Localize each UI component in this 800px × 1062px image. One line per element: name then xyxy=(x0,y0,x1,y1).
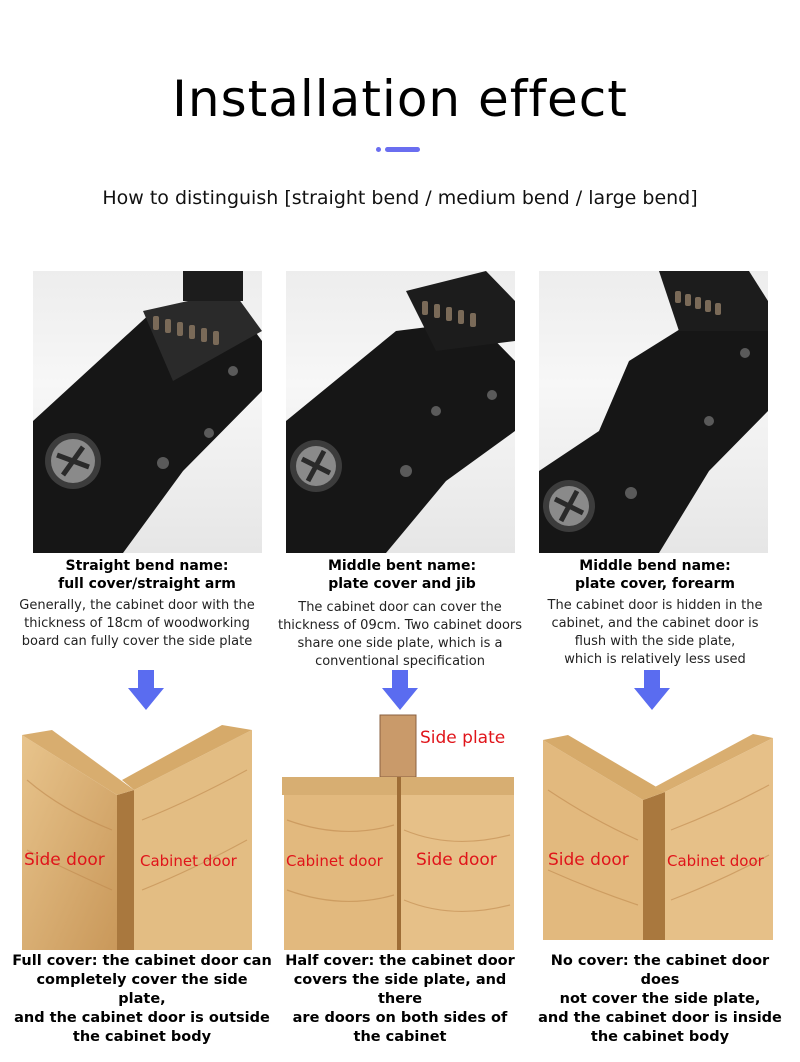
bottom-caption-line: not cover the side plate, xyxy=(559,991,761,1007)
down-arrow-icon xyxy=(634,670,670,712)
bottom-caption-line: covers the side plate, and there xyxy=(293,972,507,1007)
bottom-caption-line: and the cabinet door is inside xyxy=(538,1010,782,1026)
caption-desc-line: cabinet, and the cabinet door is xyxy=(551,616,759,631)
bottom-caption-line: the cabinet body xyxy=(590,1029,730,1045)
bottom-caption-line: completely cover the side plate, xyxy=(36,972,248,1007)
page-title: Installation effect xyxy=(172,70,628,128)
caption-desc-line: share one side plate, which is a xyxy=(297,636,503,651)
caption-desc-line: conventional specification xyxy=(315,654,485,669)
bottom-caption-line: and the cabinet door is outside xyxy=(14,1010,270,1026)
wood-corner-photo-full-cover xyxy=(22,700,252,950)
caption-desc-line: which is relatively less used xyxy=(564,652,746,667)
bottom-caption-line: No cover: the cabinet door does xyxy=(550,953,770,988)
down-arrow-icon xyxy=(382,670,418,712)
bottom-caption-2 xyxy=(270,952,530,1047)
label-side-door: Side door xyxy=(548,850,629,870)
underline-bar xyxy=(385,147,420,152)
caption-desc-line: Generally, the cabinet door with the xyxy=(19,598,255,613)
caption-title-1 xyxy=(17,557,277,593)
caption-desc-3 xyxy=(525,597,785,669)
caption-name-line: plate cover and jib xyxy=(328,576,476,592)
hinge-photo-large xyxy=(539,271,768,553)
bottom-caption-line: the cabinet body xyxy=(72,1029,212,1045)
caption-desc-line: board can fully cover the side plate xyxy=(21,634,253,649)
underline-dot xyxy=(376,147,381,152)
wood-corner-photo-no-cover xyxy=(543,730,773,940)
caption-title-3 xyxy=(525,557,785,593)
label-cabinet-door: Cabinet door xyxy=(667,852,764,870)
caption-name-line: plate cover, forearm xyxy=(575,576,735,592)
label-side-door: Side door xyxy=(24,850,105,870)
bottom-caption-line: are doors on both sides of xyxy=(292,1010,508,1026)
label-side-plate: Side plate xyxy=(420,728,506,748)
label-side-door: Side door xyxy=(416,850,497,870)
caption-name-line: Middle bend name: xyxy=(579,558,731,574)
bottom-caption-1 xyxy=(12,952,272,1047)
caption-desc-line: The cabinet door can cover the xyxy=(298,600,502,615)
hinge-photo-medium xyxy=(286,271,515,553)
caption-name-line: Middle bent name: xyxy=(327,558,477,574)
caption-desc-1 xyxy=(7,597,267,651)
bottom-caption-line: Half cover: the cabinet door xyxy=(285,953,515,969)
bottom-caption-3 xyxy=(530,952,790,1047)
hinge-photo-straight xyxy=(33,271,262,553)
bottom-caption-line: the cabinet xyxy=(353,1029,447,1045)
title-underline xyxy=(376,147,420,152)
label-cabinet-door: Cabinet door xyxy=(286,852,383,870)
caption-title-2 xyxy=(272,557,532,593)
caption-desc-line: flush with the side plate, xyxy=(574,634,736,649)
caption-desc-line: thickness of 18cm of woodworking xyxy=(24,616,250,631)
bottom-caption-line: Full cover: the cabinet door can xyxy=(12,953,272,969)
caption-desc-2 xyxy=(270,599,530,671)
caption-name-line: full cover/straight arm xyxy=(58,576,236,592)
caption-desc-line: The cabinet door is hidden in the xyxy=(547,598,763,613)
caption-name-line: Straight bend name: xyxy=(65,558,229,574)
page-subtitle: How to distinguish [straight bend / medium bend / large bend] xyxy=(102,187,698,209)
caption-desc-line: thickness of 09cm. Two cabinet doors xyxy=(277,618,523,633)
label-cabinet-door: Cabinet door xyxy=(140,852,237,870)
